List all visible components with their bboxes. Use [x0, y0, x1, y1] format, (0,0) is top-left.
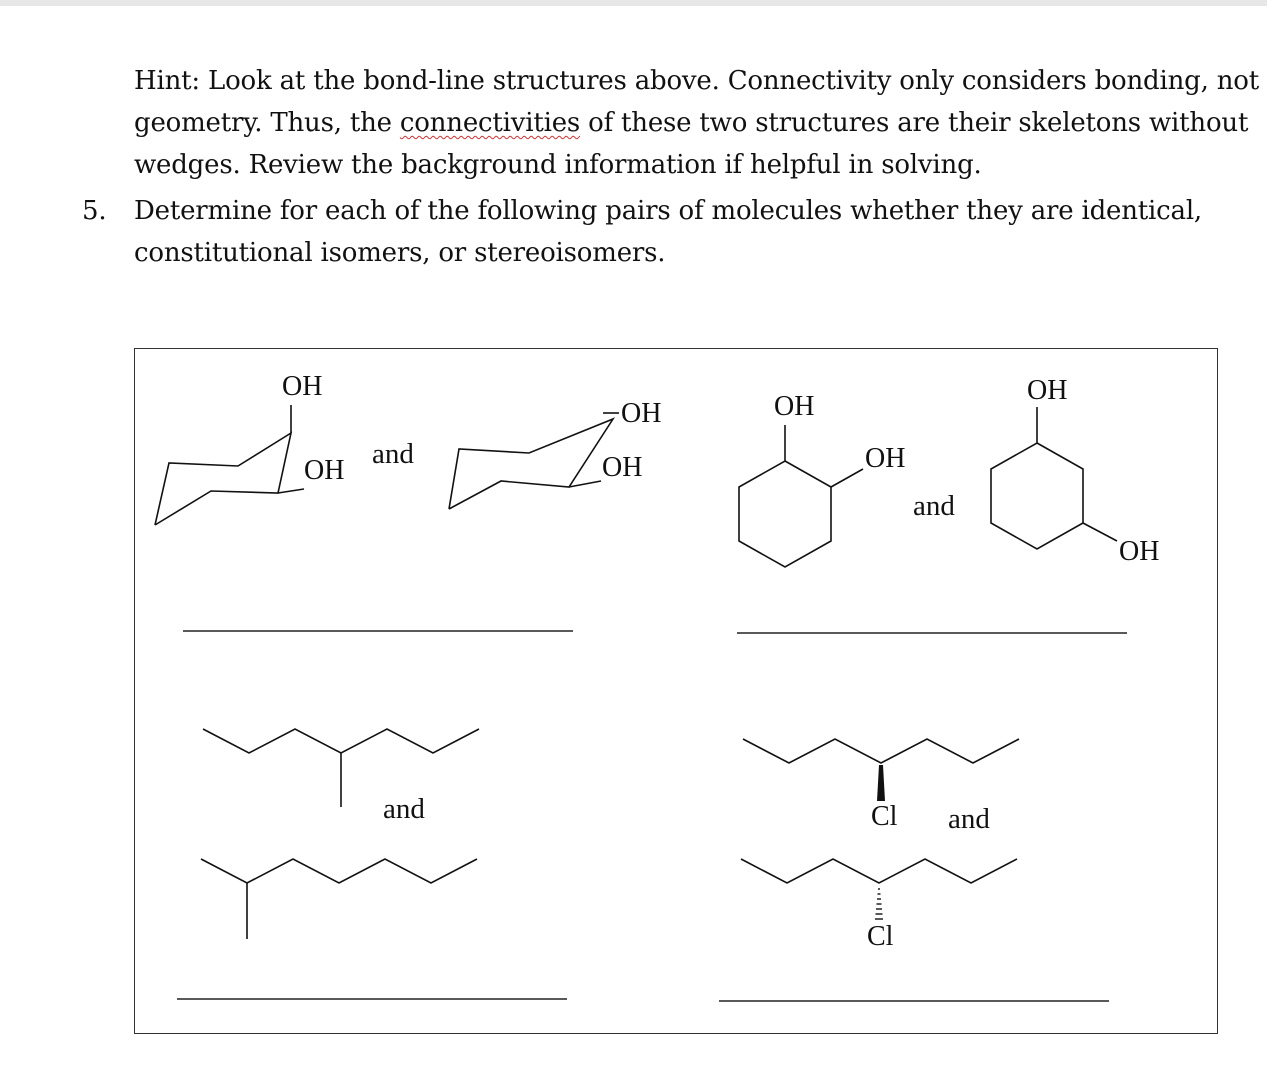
pair2-left-ring — [739, 391, 905, 567]
hint-text-start: Hint: Look at the bond-line structures above. Connectivity only considers bonding, not geometry. Thus, the — [134, 66, 1259, 138]
pair4-and-label: and — [948, 803, 990, 835]
pair1-left-bottom-oh: OH — [304, 455, 345, 486]
hint-paragraph — [134, 60, 1259, 186]
pair3-top-chain — [203, 729, 479, 807]
pair1-right-bottom-oh: OH — [602, 452, 643, 483]
pair2-and-label: and — [913, 490, 955, 522]
pair2-left-top-oh: OH — [774, 391, 815, 422]
question-number: 5. — [82, 196, 107, 226]
molecule-drawings — [135, 349, 1219, 1035]
pair1-and-label: and — [372, 438, 414, 470]
wedge-bond — [877, 765, 885, 801]
pair3-bottom-chain — [201, 859, 477, 939]
molecule-pairs-panel — [134, 348, 1218, 1034]
pair2-right-ring — [991, 375, 1159, 567]
pair1-left-chair — [155, 371, 344, 525]
pair1-left-top-oh: OH — [282, 371, 323, 402]
pair2-left-side-oh: OH — [865, 443, 906, 474]
top-edge-bar — [0, 0, 1267, 6]
pair4-bottom-chain — [741, 859, 1017, 952]
dash-bond — [875, 889, 883, 919]
pair2-right-top-oh: OH — [1027, 375, 1068, 406]
pair3-and-label: and — [383, 793, 425, 825]
question-text: Determine for each of the following pairs of molecules whether they are identical, constitutional isomers, or stereoisomers. — [134, 196, 1202, 268]
pair2-right-bottom-oh: OH — [1119, 536, 1160, 567]
pair1-right-top-oh: OH — [621, 398, 662, 429]
pair4-bottom-cl: Cl — [867, 921, 894, 952]
pair4-top-cl: Cl — [871, 801, 898, 832]
pair1-right-chair — [449, 398, 661, 509]
hint-text-end: of these two structures are their skeletons without wedges. Review the background information if helpful in solving. — [134, 108, 1249, 180]
spellcheck-flagged-word[interactable]: connectivities — [399, 108, 581, 138]
